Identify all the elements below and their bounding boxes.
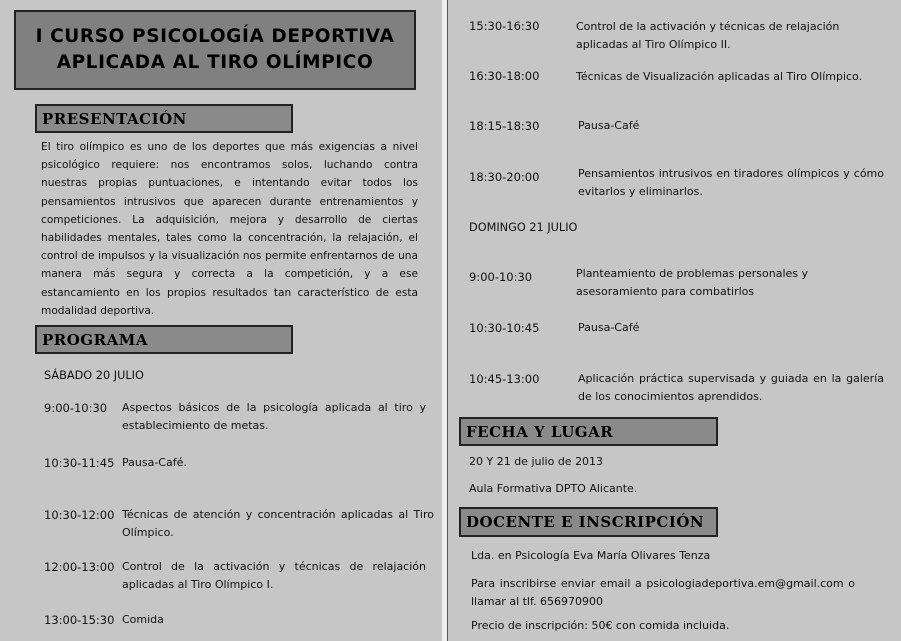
- day-label-domingo: DOMINGO 21 JULIO: [469, 221, 578, 234]
- schedule-desc: Comida: [122, 613, 164, 626]
- schedule-desc: Pausa-Café: [578, 321, 640, 334]
- schedule-time: 18:15-18:30: [469, 119, 540, 133]
- schedule-time: 10:30-10:45: [469, 321, 540, 335]
- section-heading-docente: DOCENTE E INSCRIPCIÓN: [459, 507, 718, 537]
- schedule-desc: Aplicación práctica supervisada y guiada en la galería de los conocimientos aprendidos.: [578, 372, 884, 403]
- inscription-info: Para inscribirse enviar email a psicologiadeportiva.em@gmail.com o llamar al tlf. 656970900: [471, 577, 855, 608]
- schedule-desc: Pausa-Café: [578, 119, 640, 132]
- section-heading-programa: PROGRAMA: [35, 325, 293, 354]
- schedule-time: 9:00-10:30: [469, 270, 533, 284]
- left-column: [0, 0, 443, 641]
- title-line-1: I CURSO PSICOLOGÍA DEPORTIVA: [35, 26, 395, 47]
- title-line-2: APLICADA AL TIRO OLÍMPICO: [56, 52, 374, 73]
- schedule-desc: Aspectos básicos de la psicología aplicada al tiro y establecimiento de metas.: [122, 401, 426, 432]
- schedule-time: 10:30-12:00: [44, 508, 115, 522]
- section-heading-presentacion: PRESENTACIÓN: [35, 104, 293, 133]
- event-place: Aula Formativa DPTO Alicante.: [469, 482, 638, 495]
- schedule-time: 18:30-20:00: [469, 170, 540, 184]
- schedule-desc: Técnicas de Visualización aplicadas al Tiro Olímpico.: [576, 70, 863, 83]
- presentacion-text: El tiro olímpico es uno de los deportes que más exigencias a nivel psicológico requiere: nos encontramos solos, luchando contra nuestras propias puntuaciones, e intentando evitar todos los pensamientos intrusivos que aparecen durante entrenamientos y competiciones. La adquisición, mejora y desarrollo de ciertas habilidades mentales, tales como la concentración, la relajación, el control de impulsos y la visualización nos permite enfrentarnos de una manera más segura y correcta a la competición, y a ese estancamiento en los propios resultados tan característico de esta modalidad deportiva.: [41, 141, 418, 317]
- section-heading-fecha-lugar: FECHA Y LUGAR: [459, 417, 718, 446]
- schedule-desc: Pensamientos intrusivos en tiradores olímpicos y cómo evitarlos y eliminarlos.: [578, 167, 884, 198]
- schedule-desc: Técnicas de atención y concentración aplicadas al Tiro Olímpico.: [122, 508, 434, 539]
- price-info: Precio de inscripción: 50€ con comida incluida.: [471, 619, 730, 632]
- schedule-desc: Control de la activación y técnicas de relajación aplicadas al Tiro Olímpico II.: [576, 20, 840, 51]
- schedule-desc: Control de la activación y técnicas de relajación aplicadas al Tiro Olímpico I.: [122, 560, 426, 591]
- document-title: [14, 10, 416, 90]
- event-date: 20 Y 21 de julio de 2013: [469, 455, 604, 468]
- day-label-sabado: SÁBADO 20 JULIO: [44, 369, 144, 382]
- teacher-name: Lda. en Psicología Eva María Olivares Tenza: [471, 549, 711, 562]
- schedule-time: 16:30-18:00: [469, 69, 540, 83]
- schedule-time: 13:00-15:30: [44, 613, 115, 627]
- schedule-time: 15:30-16:30: [469, 19, 540, 33]
- schedule-desc: Pausa-Café.: [122, 456, 187, 469]
- schedule-time: 10:30-11:45: [44, 456, 115, 470]
- schedule-time: 12:00-13:00: [44, 560, 115, 574]
- schedule-desc: Planteamiento de problemas personales y asesoramiento para combatirlos: [576, 267, 809, 298]
- schedule-time: 10:45-13:00: [469, 372, 540, 386]
- schedule-time: 9:00-10:30: [44, 401, 108, 415]
